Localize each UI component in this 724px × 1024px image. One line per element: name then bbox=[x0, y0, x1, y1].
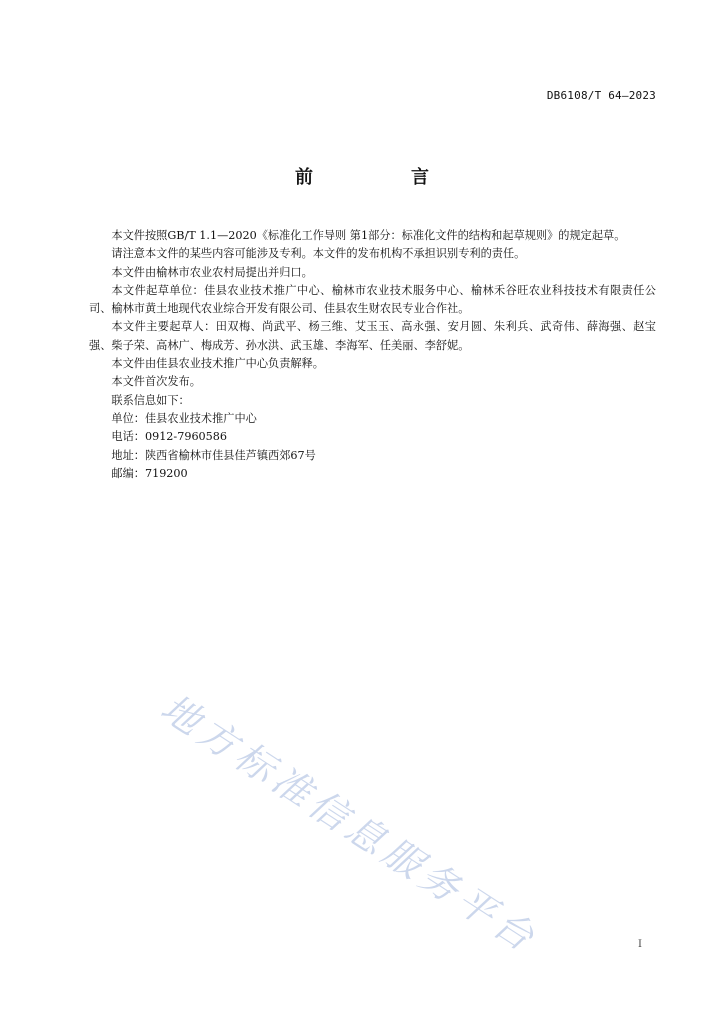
paragraph-standard-basis: 本文件按照GB/T 1.1—2020《标准化工作导则 第1部分：标准化文件的结构和起草规则》的规定起草。 bbox=[111, 229, 626, 242]
document-code: DB6108/T 64—2023 bbox=[546, 89, 656, 102]
foreword-body bbox=[89, 227, 656, 483]
paragraph-drafting-units: 本文件起草单位：佳县农业技术推广中心、榆林市农业技术服务中心、榆林禾谷旺农业科技技术有限责任公司、榆林市黄土地现代农业综合开发有限公司、佳县农生财农民专业合作社。 bbox=[89, 283, 656, 316]
paragraph-patent-notice: 请注意本文件的某些内容可能涉及专利。本文件的发布机构不承担识别专利的责任。 bbox=[111, 247, 526, 261]
paragraph-interpretation: 本文件由佳县农业技术推广中心负责解释。 bbox=[111, 357, 324, 371]
paragraph-contact-postcode: 邮编：719200 bbox=[111, 466, 188, 480]
paragraph-first-release: 本文件首次发布。 bbox=[111, 375, 201, 389]
paragraph-contact-address: 地址：陕西省榆林市佳县佳芦镇西郊67号 bbox=[111, 448, 316, 462]
paragraph-contact-unit: 单位：佳县农业技术推广中心 bbox=[111, 411, 257, 425]
paragraph-contact-phone: 电话：0912-7960586 bbox=[111, 430, 228, 444]
page-title: 前 言 bbox=[295, 167, 469, 188]
paragraph-contact-intro: 联系信息如下： bbox=[111, 393, 190, 407]
page-number: I bbox=[638, 939, 642, 950]
watermark-text: 地方标准信息服务平台 bbox=[153, 685, 547, 963]
paragraph-proposer: 本文件由榆林市农业农村局提出并归口。 bbox=[111, 265, 313, 279]
paragraph-drafters: 本文件主要起草人：田双梅、尚武平、杨三维、艾玉玉、高永强、安月圆、朱利兵、武奇伟、薛海强、赵宝强、柴子荣、高林广、梅成芳、孙水洪、武玉雄、李海军、任美丽、李舒妮。 bbox=[89, 320, 656, 352]
